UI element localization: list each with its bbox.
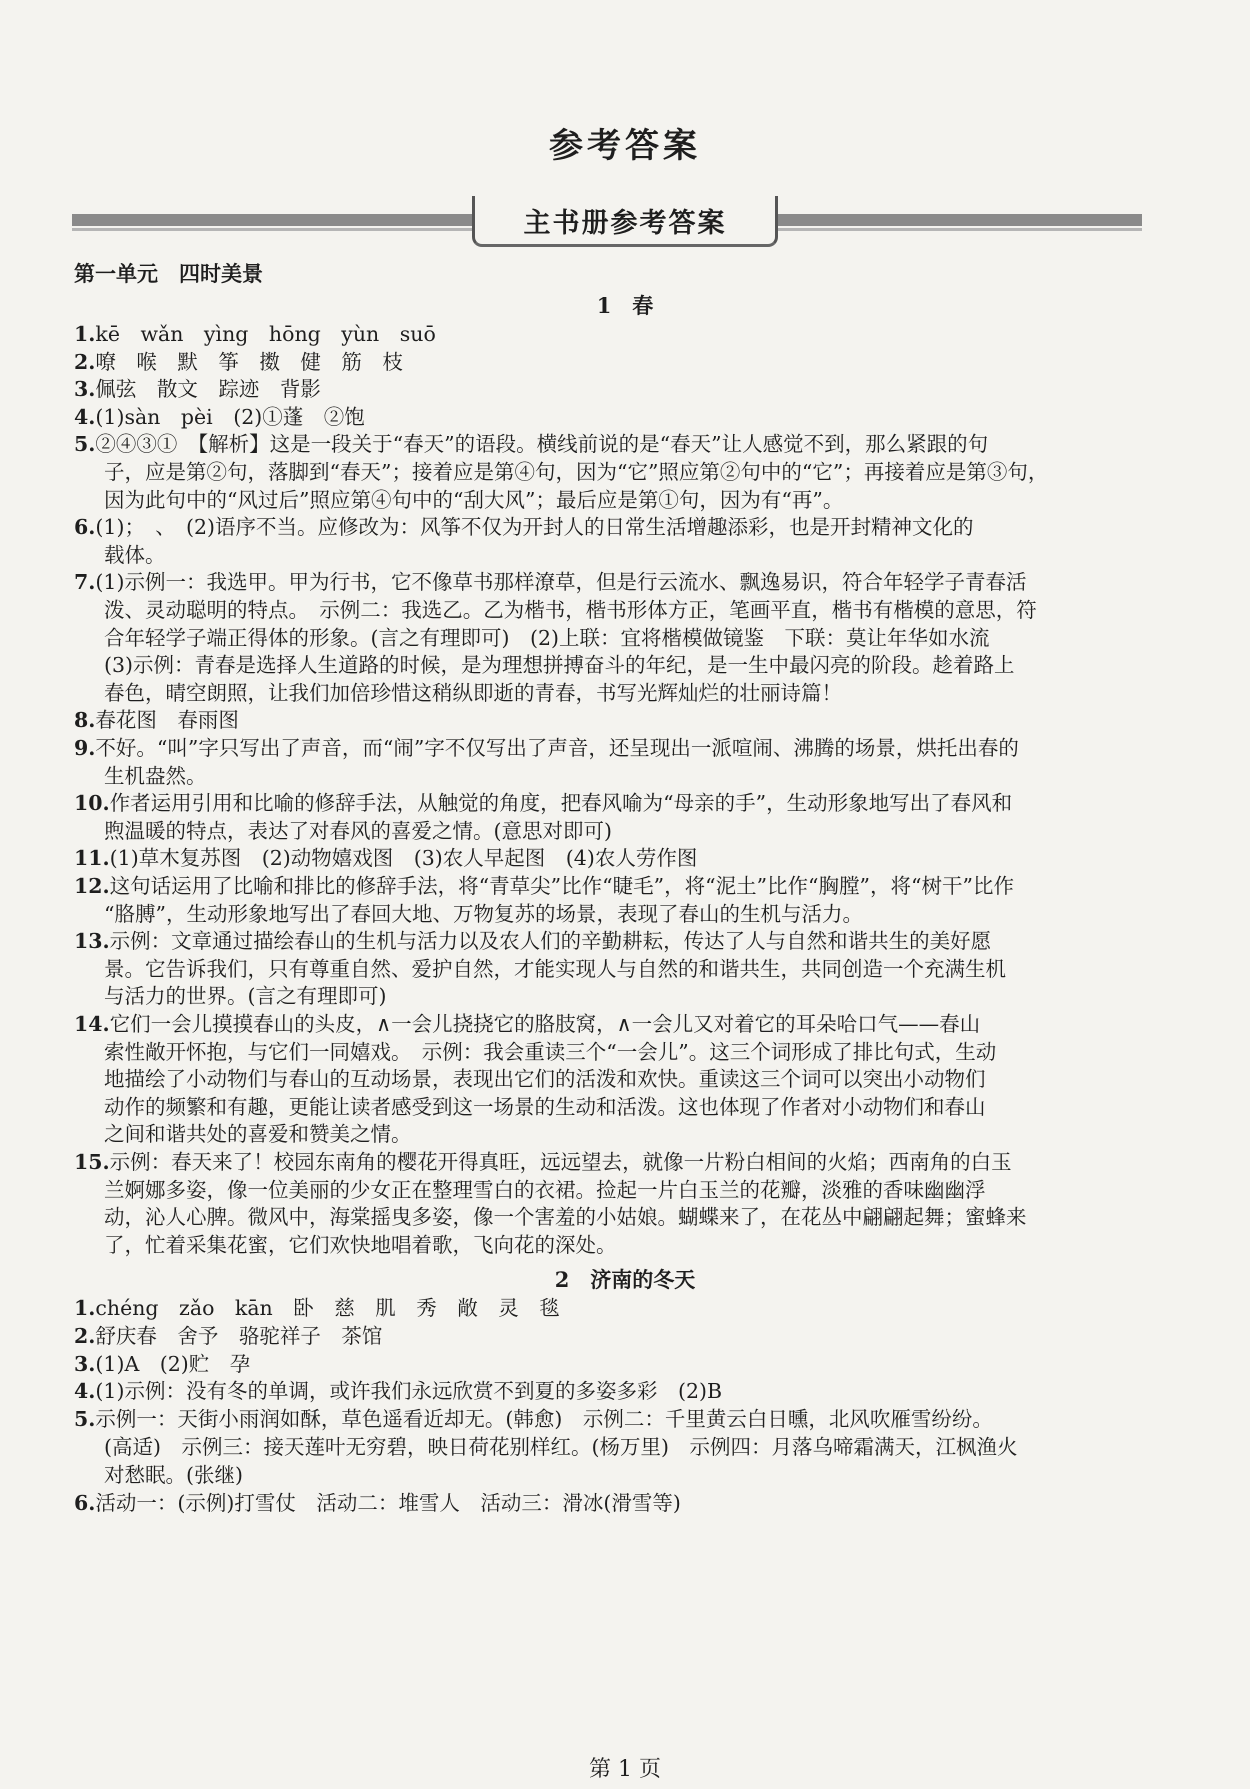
answer-line bbox=[74, 736, 1019, 760]
answer-text: 泼、灵动聪明的特点。 示例二：我选乙。乙为楷书，楷书形体方正，笔画平直，楷书有楷模的意思，符 bbox=[104, 598, 1037, 622]
answer-number: 3. bbox=[74, 377, 96, 402]
answer-text: (1)A (2)贮 孕 bbox=[95, 1351, 251, 1376]
answer-line bbox=[104, 598, 1037, 622]
answer-line bbox=[74, 1491, 681, 1515]
answer-line bbox=[74, 929, 991, 953]
answer-text: 对愁眠。(张继) bbox=[104, 1462, 243, 1487]
answer-text: 这句话运用了比喻和排比的修辞手法，将“青草尖”比作“睫毛”，将“泥土”比作“胸膛”，将“树干”比作 bbox=[109, 874, 1014, 898]
answer-line bbox=[74, 432, 988, 456]
answer-text: 示例：文章通过描绘春山的生机与活力以及农人们的辛勤耕耘，传达了人与自然和谐共生的美好愿 bbox=[109, 929, 992, 954]
answer-line bbox=[104, 1178, 986, 1202]
answer-line bbox=[104, 984, 387, 1008]
answer-number: 2. bbox=[74, 349, 96, 374]
answer-line bbox=[104, 460, 1048, 484]
banner-title: 主书册参考答案 bbox=[523, 207, 727, 239]
answer-line bbox=[74, 708, 239, 732]
page-number: 第 1 页 bbox=[589, 1757, 661, 1782]
answer-text: 示例：春天来了！校园东南角的樱花开得真旺，远远望去，就像一片粉白相间的火焰；西南角的白玉 bbox=[109, 1150, 1012, 1174]
answer-line bbox=[74, 1379, 722, 1403]
answer-line bbox=[104, 653, 1015, 677]
answer-text: 不好。“叫”字只写出了声音，而“闹”字不仅写出了声音，还呈现出一派喧闹、沸腾的场景，烘托出春的 bbox=[95, 736, 1019, 760]
answer-line bbox=[104, 1435, 1018, 1459]
lesson-title-1: 1 春 bbox=[596, 293, 654, 318]
answer-line bbox=[104, 1067, 986, 1091]
answer-line bbox=[104, 902, 863, 926]
answer-line bbox=[74, 1407, 993, 1431]
unit-title: 第一单元 四时美景 bbox=[74, 261, 263, 286]
answer-line bbox=[104, 681, 842, 705]
answer-number: 4. bbox=[74, 1379, 96, 1404]
answer-number: 13. bbox=[74, 929, 110, 954]
answer-text: “胳膊”，生动形象地写出了春回大地、万物复苏的场景，表现了春山的生机与活力。 bbox=[104, 901, 863, 926]
answer-text: 动作的频繁和有趣，更能让读者感受到这一场景的生动和活泼。这也体现了作者对小动物们和春山 bbox=[104, 1094, 986, 1119]
answer-number: 5. bbox=[74, 1407, 96, 1432]
answer-line bbox=[104, 626, 990, 650]
answer-line bbox=[74, 874, 1014, 898]
answer-text: 景。它告诉我们，只有尊重自然、爱护自然，才能实现人与自然的和谐共生，共同创造一个充满生机 bbox=[104, 956, 1006, 981]
answer-line bbox=[74, 405, 365, 429]
answer-line bbox=[74, 1150, 1012, 1174]
answer-line bbox=[74, 377, 321, 401]
answer-text: 佩弦 散文 踪迹 背影 bbox=[95, 377, 321, 402]
answer-line bbox=[74, 1296, 560, 1320]
answer-text: 合年轻学子端正得体的形象。(言之有理即可) (2)上联：宜将楷模做镜鉴 下联：莫让年华如水流 bbox=[104, 625, 990, 650]
answer-number: 1. bbox=[74, 322, 96, 346]
answer-text: 煦温暖的特点，表达了对春风的喜爱之情。(意思对即可) bbox=[104, 818, 612, 843]
answer-text: 示例一：天街小雨润如酥，草色遥看近却无。(韩愈) 示例二：千里黄云白日曛，北风吹雁雪纷纷。 bbox=[95, 1407, 993, 1432]
answer-line bbox=[104, 1040, 996, 1064]
answer-number: 14. bbox=[74, 1012, 110, 1036]
answer-text: 活动一：(示例)打雪仗 活动二：堆雪人 活动三：滑冰(滑雪等) bbox=[95, 1490, 681, 1515]
answer-text: (高适) 示例三：接天莲叶无穷碧，映日荷花别样红。(杨万里) 示例四：月落乌啼霜满天，江枫渔火 bbox=[104, 1435, 1018, 1459]
answer-text: (1)草木复苏图 (2)动物嬉戏图 (3)农人早起图 (4)农人劳作图 bbox=[109, 846, 698, 871]
answer-number: 2. bbox=[74, 1323, 96, 1348]
answer-line bbox=[104, 1463, 243, 1487]
answer-text: (1)示例：没有冬的单调，或许我们永远欣赏不到夏的多姿多彩 (2)B bbox=[95, 1379, 723, 1404]
answer-line bbox=[74, 1324, 382, 1348]
answer-text: 载体。 bbox=[104, 542, 166, 567]
answer-line bbox=[104, 1095, 986, 1119]
answer-line bbox=[74, 322, 436, 346]
answer-text: (1)sàn pèi (2)①蓬 ②饱 bbox=[95, 404, 365, 429]
answer-line bbox=[104, 957, 1006, 981]
banner-tab bbox=[472, 196, 778, 247]
answer-line bbox=[104, 1233, 617, 1257]
answer-line bbox=[74, 570, 1026, 594]
answer-number: 6. bbox=[74, 1490, 96, 1515]
answer-line bbox=[74, 350, 403, 374]
section-banner bbox=[72, 196, 1142, 248]
answer-text: (3)示例：青春是选择人生道路的时候，是为理想拼搏奋斗的年纪，是一生中最闪亮的阶段。趁着路上 bbox=[104, 653, 1015, 678]
answer-text: 春色，晴空朗照，让我们加倍珍惜这稍纵即逝的青春，书写光辉灿烂的壮丽诗篇！ bbox=[104, 680, 842, 705]
answer-text: 生机盎然。 bbox=[104, 763, 207, 788]
answer-line bbox=[104, 543, 166, 567]
answer-line bbox=[104, 1205, 1027, 1229]
answer-number: 6. bbox=[74, 515, 96, 540]
answer-text: 春花图 春雨图 bbox=[95, 708, 239, 733]
answer-line bbox=[74, 846, 697, 870]
answer-number: 11. bbox=[74, 846, 110, 871]
answer-text: ②④③① 【解析】这是一段关于“春天”的语段。横线前说的是“春天”让人感觉不到，那么紧跟的句 bbox=[95, 432, 989, 457]
answer-text: 动，沁人心脾。微风中，海棠摇曳多姿，像一个害羞的小姑娘。蝴蝶来了，在花丛中翩翩起舞；蜜蜂来 bbox=[104, 1205, 1027, 1230]
answer-text: 了，忙着采集花蜜，它们欢快地唱着歌，飞向花的深处。 bbox=[104, 1232, 617, 1257]
answer-line bbox=[74, 791, 1012, 815]
answer-number: 1. bbox=[74, 1296, 96, 1320]
answer-number: 7. bbox=[74, 570, 96, 595]
answer-text: 它们一会儿摸摸春山的头皮，∧一会儿挠挠它的胳肢窝，∧一会儿又对着它的耳朵哈口气——春山 bbox=[109, 1012, 981, 1036]
answer-number: 12. bbox=[74, 874, 110, 898]
answer-text: (1)； 、 (2)语序不当。应修改为：风筝不仅为开封人的日常生活增趣添彩，也是开封精神文化的 bbox=[95, 515, 974, 540]
answer-line bbox=[104, 1122, 412, 1146]
answer-text: 子，应是第②句，落脚到“春天”；接着应是第④句，因为“它”照应第②句中的“它”；再接着应是第③句， bbox=[104, 460, 1049, 484]
answer-text: 舒庆春 舍予 骆驼祥子 茶馆 bbox=[95, 1323, 383, 1348]
answer-text: chéng zǎo kān 卧 慈 肌 秀 敞 灵 毯 bbox=[95, 1296, 560, 1320]
answer-line bbox=[74, 1012, 980, 1036]
answer-line bbox=[104, 819, 612, 843]
lesson-title-2: 2 济南的冬天 bbox=[554, 1267, 696, 1292]
answer-text: 之间和谐共处的喜爱和赞美之情。 bbox=[104, 1122, 412, 1147]
answer-text: 嘹 喉 默 筝 擞 健 筋 枝 bbox=[95, 349, 403, 374]
answer-number: 5. bbox=[74, 432, 96, 457]
answer-line bbox=[104, 488, 843, 512]
answer-text: 因为此句中的“风过后”照应第④句中的“刮大风”；最后应是第①句，因为有“再”。 bbox=[104, 487, 844, 512]
answer-number: 4. bbox=[74, 404, 96, 429]
answer-text: 索性敞开怀抱，与它们一同嬉戏。 示例：我会重读三个“一会儿”。这三个词形成了排比句式，生动 bbox=[104, 1039, 997, 1064]
answer-number: 3. bbox=[74, 1351, 96, 1376]
answer-text: (1)示例一：我选甲。甲为行书，它不像草书那样潦草，但是行云流水、飘逸易识，符合年轻学子青春活 bbox=[95, 570, 1027, 595]
answer-line bbox=[104, 764, 207, 788]
answer-number: 15. bbox=[74, 1150, 110, 1174]
answer-text: 与活力的世界。(言之有理即可) bbox=[104, 984, 387, 1009]
answer-text: 作者运用引用和比喻的修辞手法，从触觉的角度，把春风喻为“母亲的手”，生动形象地写出了春风和 bbox=[109, 791, 1013, 816]
answer-number: 10. bbox=[74, 791, 110, 816]
page-title: 参考答案 bbox=[549, 126, 701, 166]
answer-number: 9. bbox=[74, 736, 96, 760]
answer-text: kē wǎn yìng hōng yùn suō bbox=[95, 322, 436, 346]
answer-number: 8. bbox=[74, 708, 96, 733]
answer-line bbox=[74, 1352, 250, 1376]
answer-text: 地描绘了小动物们与春山的互动场景，表现出它们的活泼和欢快。重读这三个词可以突出小动物们 bbox=[104, 1067, 986, 1092]
answer-text: 兰婀娜多姿，像一位美丽的少女正在整理雪白的衣裙。捡起一片白玉兰的花瓣，淡雅的香味幽幽浮 bbox=[104, 1177, 986, 1202]
answer-line bbox=[74, 515, 973, 539]
